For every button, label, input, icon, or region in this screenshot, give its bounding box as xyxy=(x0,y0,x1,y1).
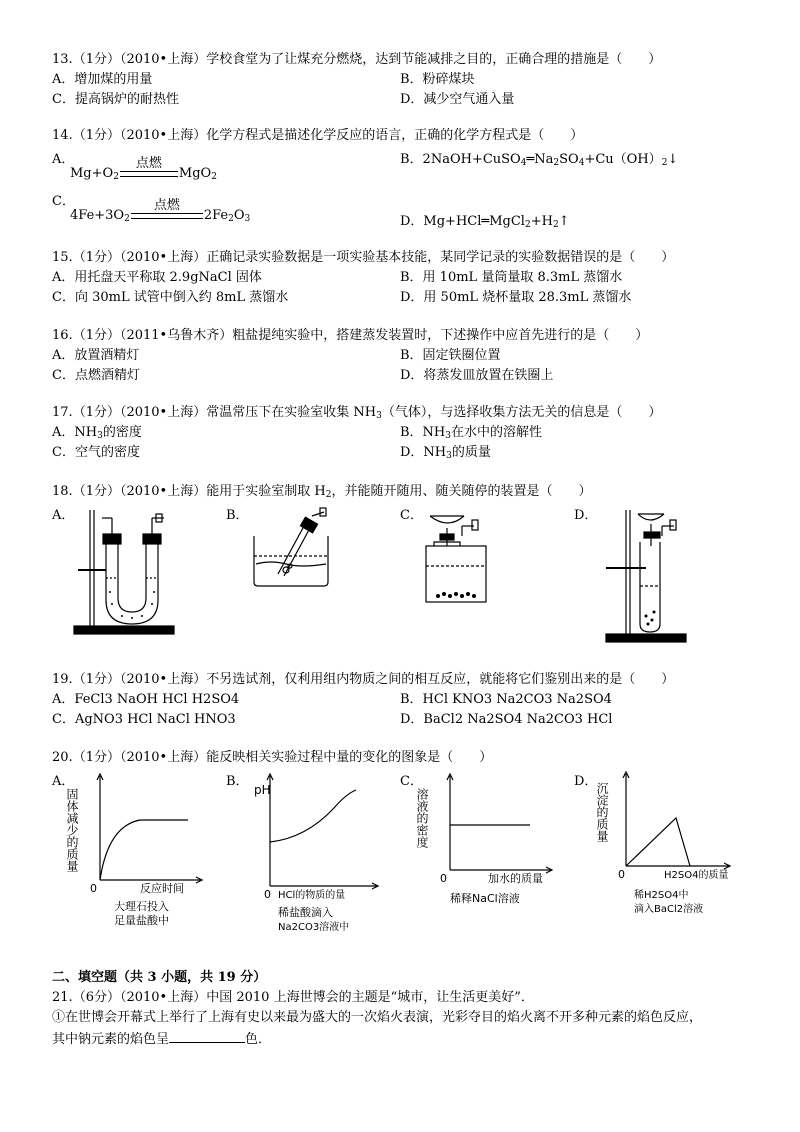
question-meta: （1分）（2010•上海） xyxy=(72,484,207,499)
question-meta: （1分）（2010•上海） xyxy=(72,52,207,67)
question-16 xyxy=(52,326,752,386)
caption-line-2: 滴入BaCl2溶液 xyxy=(634,904,704,915)
question-20 xyxy=(52,748,752,768)
option-c: C．向 30mL 试管中倒入约 8mL 蒸馏水 xyxy=(52,290,289,305)
option-d: D．$Mg+HCl═MgCl_2+H_2↑$ xyxy=(400,214,570,230)
question-number: 21. xyxy=(52,990,73,1005)
graph-c xyxy=(415,770,560,920)
option-a: A．放置酒精灯 xyxy=(52,348,140,363)
option-b: B．$2NaOH+CuSO_4═Na_2SO_4+Cu(OH)_2↓$ xyxy=(400,152,679,168)
apparatus-test-tube-stand xyxy=(600,506,700,646)
origin-label: 0 xyxy=(440,872,447,885)
option-d: D．$NH_3$的质量 xyxy=(400,445,491,461)
origin-label: 0 xyxy=(264,888,271,901)
question-text: 粗盐提纯实验中，搭建蒸发装置时，下述操作中应首先进行的是（ ） xyxy=(232,328,649,343)
origin-label: 0 xyxy=(618,868,625,881)
reaction-condition: 点燃 xyxy=(135,156,162,171)
question-text: 化学方程式是描述化学反应的语言，正确的化学方程式是（ ） xyxy=(206,128,584,143)
option-a: A．$NH_3$的密度 xyxy=(52,425,142,441)
option-b: B．固定铁圈位置 xyxy=(400,348,501,363)
question-number: 20. xyxy=(52,750,73,765)
question-19 xyxy=(52,670,752,730)
graph-label-c: C． xyxy=(400,774,423,789)
option-b: B．HCl KNO3 Na2CO3 Na2SO4 xyxy=(400,692,612,707)
caption-line-1: 稀盐酸滴入 xyxy=(278,906,333,919)
option-a: A．用托盘天平称取 2.9gNaCl 固体 xyxy=(52,270,262,285)
question-number: 13. xyxy=(52,52,73,67)
apparatus-u-tube xyxy=(72,508,192,636)
question-meta: （1分）（2010•上海） xyxy=(72,128,207,143)
curve-b xyxy=(270,790,356,842)
question-number: 14. xyxy=(52,128,73,143)
option-b: B．$NH_3$在水中的溶解性 xyxy=(400,425,543,441)
figure-label-d: D． xyxy=(574,508,598,523)
question-number: 16. xyxy=(52,328,73,343)
y-axis-label: 溶液的密度 xyxy=(415,788,429,848)
caption-line-2: Na2CO3溶液中 xyxy=(278,922,350,933)
y-axis-label: 沉淀的质量 xyxy=(595,782,609,842)
section-heading: 二、填空题（共 3 小题，共 19 分） xyxy=(52,970,267,985)
solid-granules xyxy=(436,592,476,598)
question-text: 学校食堂为了让煤充分燃烧，达到节能减排之目的，正确合理的措施是（ ） xyxy=(206,52,662,67)
question-text: 能用于实验室制取 H xyxy=(206,484,326,499)
caption-line-1: 稀释NaCl溶液 xyxy=(450,892,520,905)
option-d: D．将蒸发皿放置在铁圈上 xyxy=(400,368,554,383)
x-axis-label: HCl的物质的量 xyxy=(278,890,346,901)
apparatus-bottle-funnel xyxy=(418,506,508,606)
option-c: C． $4Fe+3O_2$ 点燃 $2Fe_2O_3$ xyxy=(52,194,251,224)
graph-a xyxy=(65,770,210,930)
graph-d xyxy=(595,766,738,926)
option-a: A．FeCl3 NaOH HCl H2SO4 xyxy=(52,692,240,707)
graph-label-d: D． xyxy=(574,774,598,789)
option-c: C．空气的密度 xyxy=(52,445,140,460)
question-17: 17.（1分）（2010•上海）常温常压下在实验室收集 $NH_3$（气体），与选择收集方法无关的信息是（ ） A．$NH_3$的密度 B．$NH_3$在水中的溶解性 C．空气的密度 D．$NH_3$的质量 xyxy=(52,403,752,463)
question-meta: （1分）（2010•上海） xyxy=(72,672,207,687)
question-21-line-2: 其中钠元素的焰色呈 色． xyxy=(52,1028,752,1050)
question-text: 正确记录实验数据是一项实验基本技能，某同学记录的实验数据错误的是（ ） xyxy=(206,250,675,265)
origin-label: 0 xyxy=(90,882,97,895)
question-15 xyxy=(52,248,752,308)
graph-label-a: A． xyxy=(52,774,75,789)
question-text: 不另选试剂，仅利用组内物质之间的相互反应，就能将它们鉴别出来的是（ ） xyxy=(206,672,675,687)
option-d: D．用 50mL 烧杯量取 28.3mL 蒸馏水 xyxy=(400,290,632,305)
option-d: D．减少空气通入量 xyxy=(400,92,515,107)
option-a: A．增加煤的用量 xyxy=(52,72,153,87)
question-18: 18.（1分）（2010•上海）能用于实验室制取 $H_2$，并能随开随用、随关随停的装置是（ ） xyxy=(52,484,592,500)
question-meta: （6分）（2010•上海） xyxy=(72,990,207,1005)
y-axis-label: pH xyxy=(254,783,271,797)
x-axis-label: H2SO4的质量 xyxy=(664,870,729,881)
caption-line-2: 足量盐酸中 xyxy=(114,914,169,927)
y-axis-label: 固体减少的质量 xyxy=(65,788,79,872)
option-b: B．粉碎煤块 xyxy=(400,72,475,87)
option-b: B．用 10mL 量筒量取 8.3mL 蒸馏水 xyxy=(400,270,623,285)
question-number: 19. xyxy=(52,672,73,687)
question-21-line-1: ①在世博会开幕式上举行了上海有史以来最为盛大的一次焰火表演，光彩夺目的焰火离不开多种元素的焰色反应， xyxy=(52,1010,703,1025)
option-c: C．提高锅炉的耐热性 xyxy=(52,92,179,107)
curve-d xyxy=(626,818,690,866)
question-meta: （1分）（2010•上海） xyxy=(72,405,207,420)
reaction-condition: 点燃 xyxy=(153,198,180,213)
x-axis-label: 加水的质量 xyxy=(488,872,543,885)
question-number: 17. xyxy=(52,405,73,420)
question-13 xyxy=(52,50,752,110)
question-number: 18. xyxy=(52,484,73,499)
question-21 xyxy=(52,988,752,1050)
option-c: C．AgNO3 HCl NaCl HNO3 xyxy=(52,712,236,727)
figure-label-a: A． xyxy=(52,508,75,523)
option-c: C．点燃酒精灯 xyxy=(52,368,140,383)
option-d: D．BaCl2 Na2SO4 Na2CO3 HCl xyxy=(400,712,613,727)
figure-label-c: C． xyxy=(400,508,423,523)
graph-label-b: B． xyxy=(226,774,249,789)
answer-blank[interactable] xyxy=(169,1028,245,1043)
question-number: 15. xyxy=(52,250,73,265)
apparatus-beaker xyxy=(246,508,346,588)
caption-line-1: 稀H2SO4中 xyxy=(634,890,689,901)
option-a: A． $Mg+O_2$ 点燃 MgO$_2$ xyxy=(52,152,217,182)
question-meta: （1分）（2010•上海） xyxy=(72,250,207,265)
caption-line-1: 大理石投入 xyxy=(114,900,169,913)
question-text: 常温常压下在实验室收集 NH xyxy=(206,405,377,420)
graph-b xyxy=(254,770,384,935)
question-meta: （1分）（2010•上海） xyxy=(72,750,207,765)
x-axis-label: 反应时间 xyxy=(140,882,184,895)
question-14 xyxy=(52,126,752,236)
question-text: 能反映相关实验过程中量的变化的图象是（ ） xyxy=(206,750,493,765)
curve-a xyxy=(100,820,188,880)
figure-label-b: B． xyxy=(226,508,249,523)
liquid-dots xyxy=(109,591,155,619)
question-text: 中国 2010 上海世博会的主题是“城市，让生活更美好”． xyxy=(206,990,534,1005)
question-meta: （1分）（2011•乌鲁木齐） xyxy=(72,328,233,343)
